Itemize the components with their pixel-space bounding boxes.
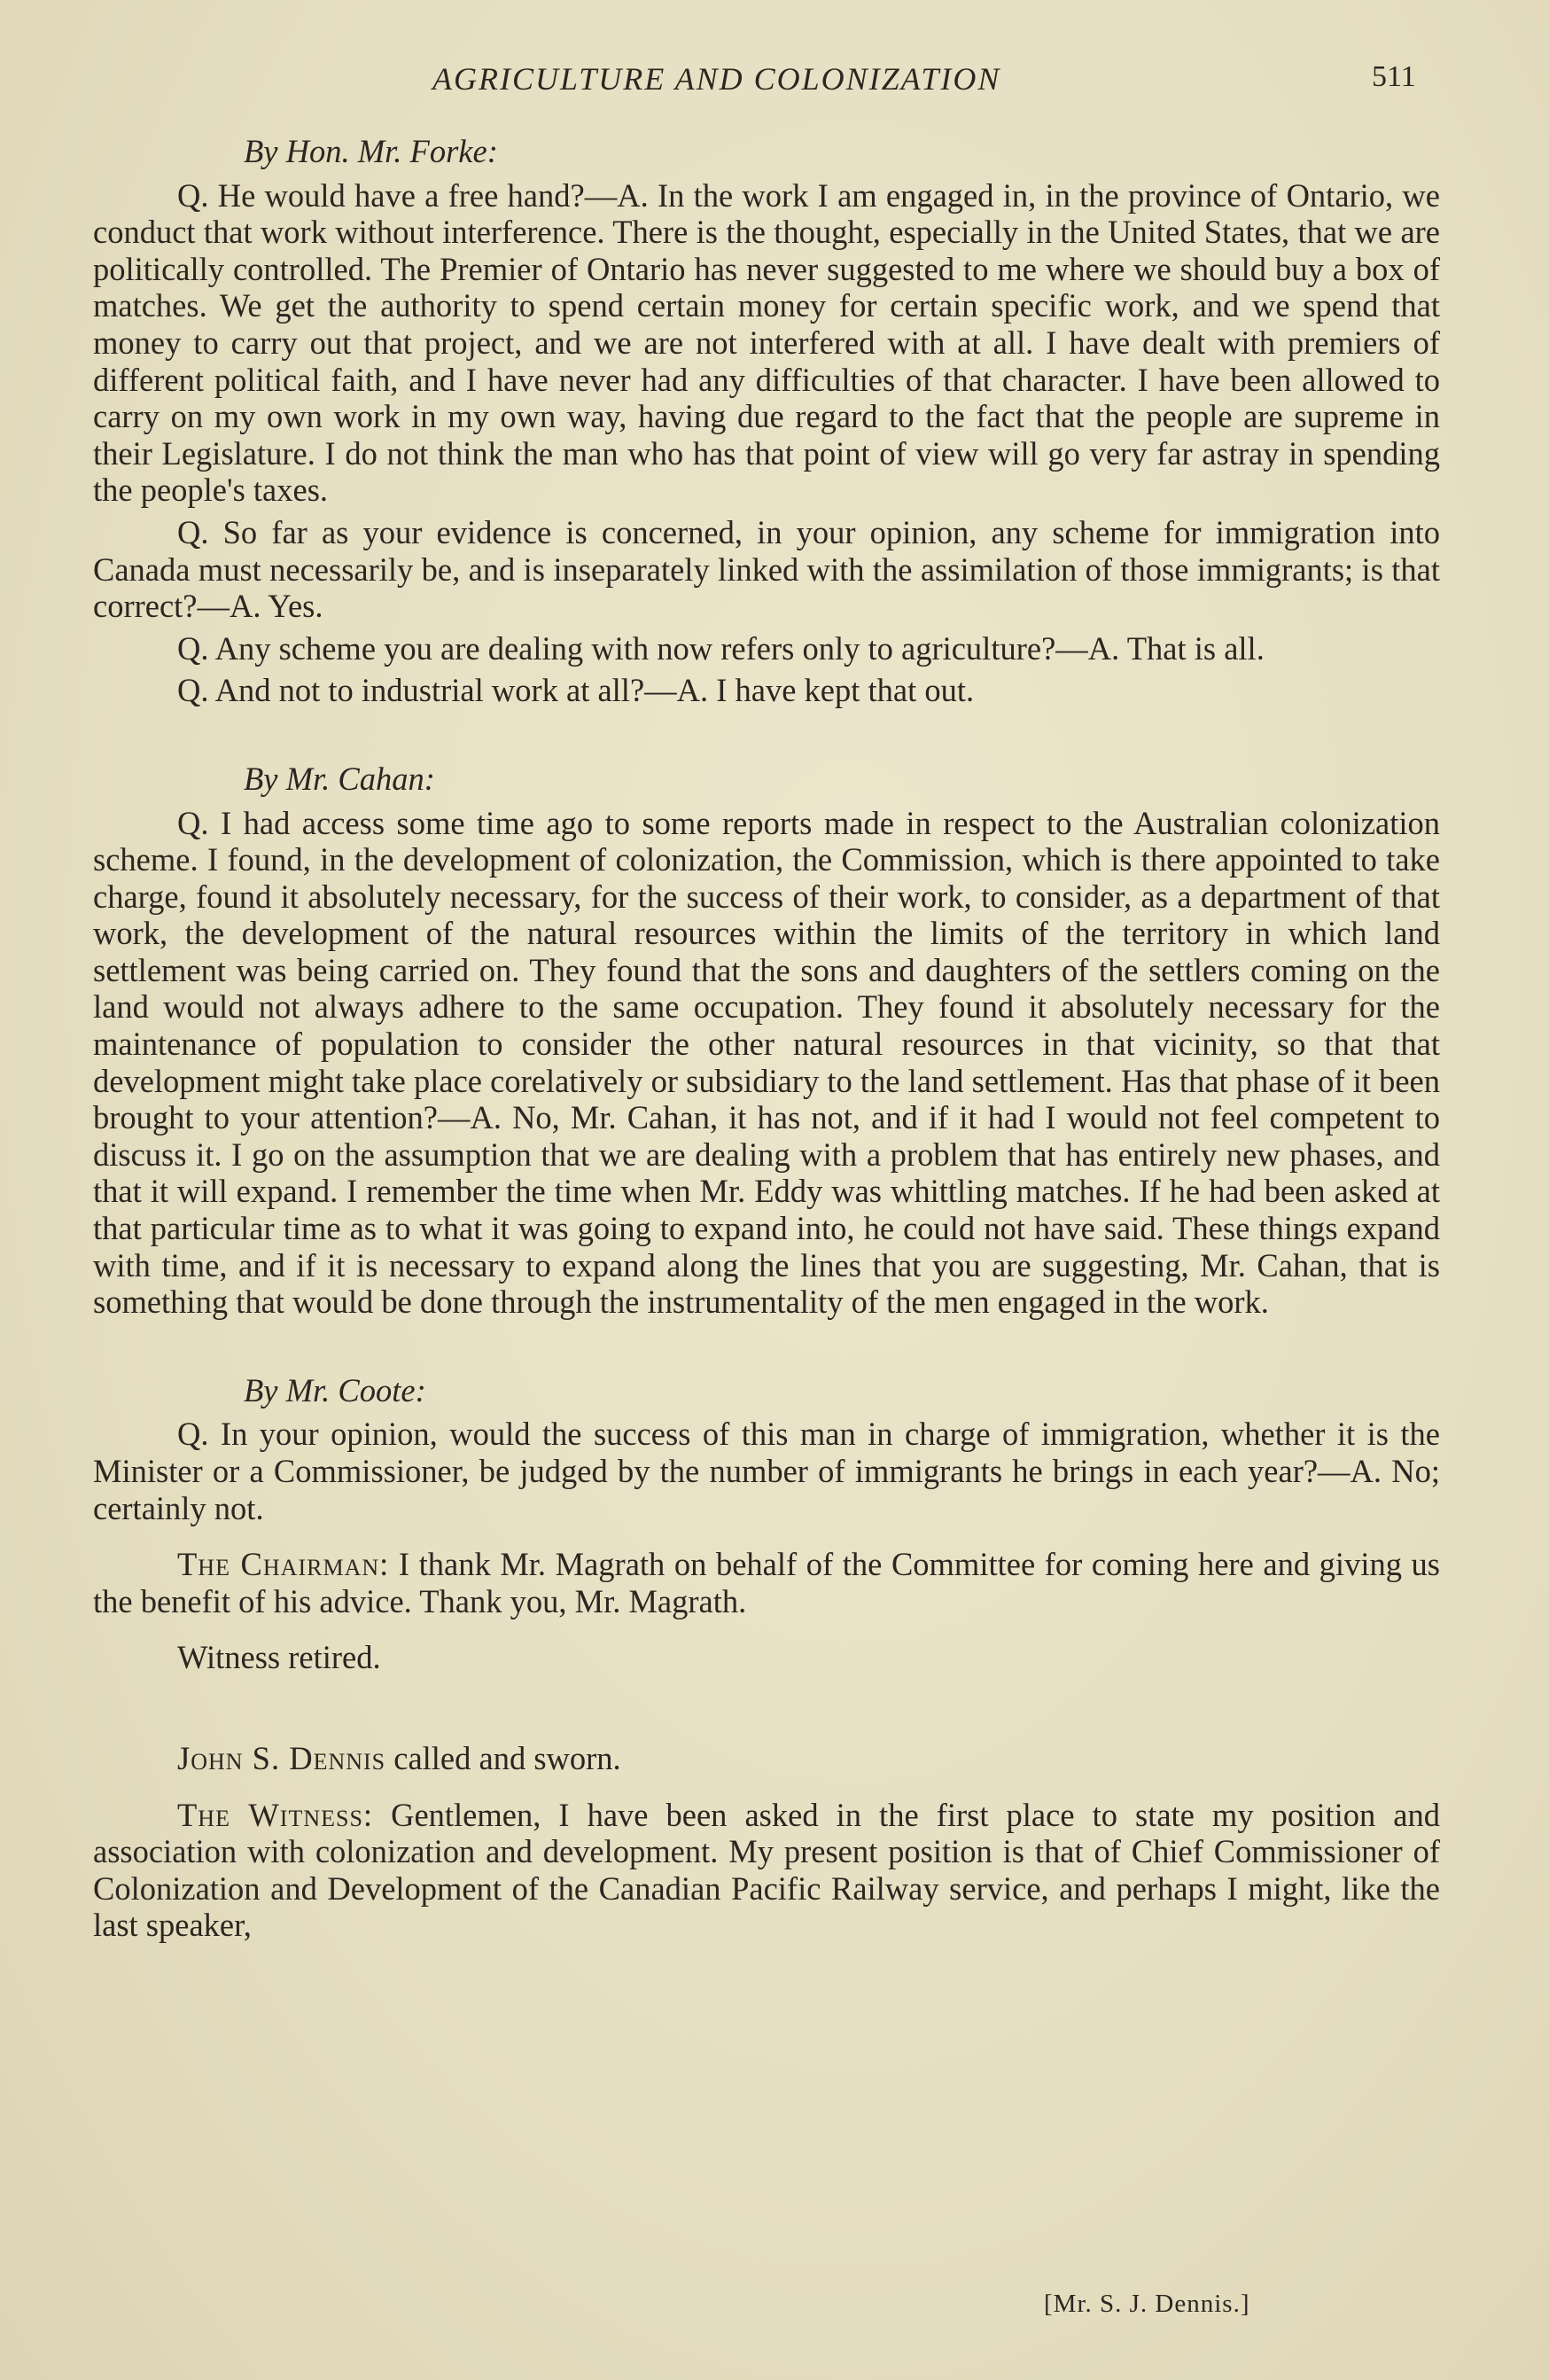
chairman-text: I thank Mr. Magrath on behalf of the Committee for coming here and giving us the benefit of his advice. Thank you, Mr. Magrath. bbox=[93, 1546, 1441, 1619]
called-text: called and sworn. bbox=[393, 1739, 621, 1776]
chairman-label: The Chairman: bbox=[177, 1546, 390, 1583]
document-body bbox=[93, 133, 1440, 1949]
page-number: 511 bbox=[1372, 60, 1416, 93]
witness-statement bbox=[93, 1797, 1440, 1944]
page-header bbox=[0, 60, 1549, 105]
running-title: AGRICULTURE AND COLONIZATION bbox=[432, 61, 1001, 97]
qa-paragraph: Q. I had access some time ago to some reports made in respect to the Australian colonization scheme. I found, in the development of colonization, the Commission, which is there appointed to take charge, found it absolutely necessary, for the success of their work, to consider, as a department of that work, the development of the natural resources within the limits of the territory in which land settlement was being carried on. They found that the sons and daughters of the settlers coming on the land would not always adhere to the same occupation. They found it absolutely necessary for the maintenance of population to consider the other natural resources in that vicinity, so that that development might take place corelatively or subsidiary to the land settlement. Has that phase of it been brought to your attention?—A. No, Mr. Cahan, it has not, and if it had I would not feel competent to discuss it. I go on the assumption that we are dealing with a problem that has entirely new phases, and that it will expand. I remember the time when Mr. Eddy was whittling matches. If he had been asked at that particular time as to what it was going to expand into, he could not have said. These things expand with time, and if it is necessary to expand along the lines that you are suggesting, Mr. Cahan, that is something that would be done through the instrumentality of the men engaged in the work. bbox=[93, 804, 1440, 1321]
qa-paragraph: Q. Any scheme you are dealing with now refers only to agriculture?—A. That is all. bbox=[177, 629, 1265, 667]
qa-paragraph: Q. He would have a free hand?—A. In the work I am engaged in, in the province of Ontario, we conduct that work without interference. There is the thought, especially in the United States, that we are politically controlled. The Premier of Ontario has never suggested to me where we should buy a box of matches. We get the authority to spend certain money for certain specific work, and we spend that money to carry out that project, and we are not interfered with at all. I have dealt with premiers of different political faith, and I have never had any difficulties of that character. I have been allowed to carry on my own work in my own way, having due regard to the fact that the people are supreme in their Legislature. I do not think the man who has that point of view will go very far astray in spending the people's taxes. bbox=[93, 176, 1440, 509]
witness-name: John S. Dennis bbox=[177, 1739, 386, 1776]
qa-paragraph: Q. And not to industrial work at all?—A. I have kept that out. bbox=[177, 672, 975, 709]
witness-label: The Witness: bbox=[177, 1796, 374, 1833]
qa-paragraph: Q. So far as your evidence is concerned, in your opinion, any scheme for immigration into Canada must necessarily be, and is inseparately linked with the assimilation of those immigrants; is that correct?—A. Yes. bbox=[93, 513, 1440, 625]
chairman-statement bbox=[93, 1546, 1440, 1619]
witness-retired: Witness retired. bbox=[177, 1639, 381, 1676]
speaker-heading: By Mr. Coote: bbox=[244, 1371, 426, 1408]
speaker-footer: [Mr. S. J. Dennis.] bbox=[1044, 2290, 1250, 2318]
witness-text: Gentlemen, I have been asked in the first place to state my position and association with colonization and development. My present position is that of Chief Commissioner of Colonization and Development of the Canadian Pacific Railway service, and perhaps I might, like the last speaker, bbox=[93, 1796, 1440, 1944]
called-and-sworn bbox=[93, 1740, 1440, 1777]
qa-paragraph: Q. In your opinion, would the success of this man in charge of immigration, whether it is the Minister or a Commissioner, be judged by the number of immigrants he brings in each year?—A. No; certainly not. bbox=[93, 1416, 1440, 1526]
speaker-heading: By Hon. Mr. Forke: bbox=[244, 133, 498, 169]
speaker-heading: By Mr. Cahan: bbox=[244, 760, 435, 797]
